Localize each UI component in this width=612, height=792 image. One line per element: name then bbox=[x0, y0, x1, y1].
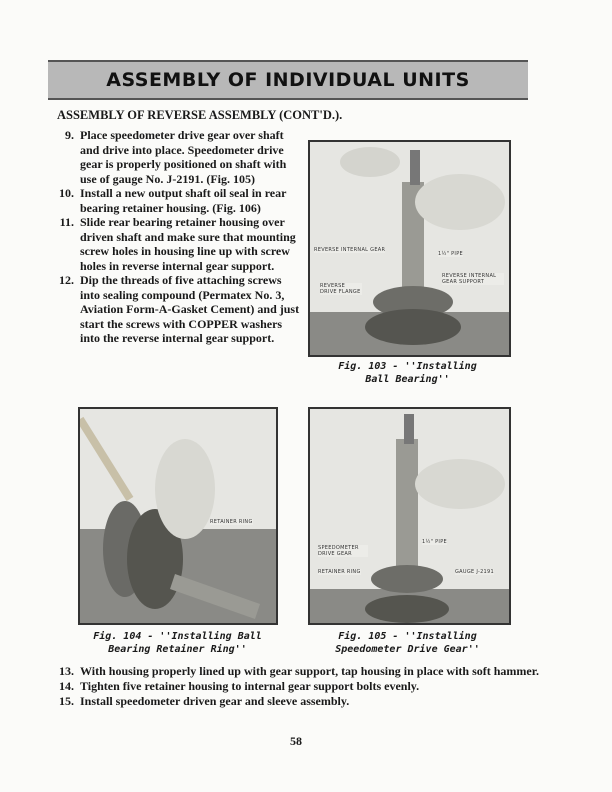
list-item bbox=[50, 679, 570, 694]
list-item bbox=[50, 664, 570, 679]
figure-105-caption bbox=[300, 630, 515, 656]
figure-103-caption bbox=[308, 360, 507, 386]
list-item bbox=[50, 273, 304, 346]
figure-104-caption bbox=[70, 630, 285, 656]
figure-103-photo bbox=[308, 140, 511, 357]
list-item bbox=[50, 128, 304, 186]
label-reverse-internal-gear: REVERSE INTERNAL GEAR bbox=[314, 247, 386, 253]
step-number: 14. bbox=[59, 679, 74, 693]
section-title-banner: ASSEMBLY OF INDIVIDUAL UNITS bbox=[48, 60, 528, 100]
step-text: Slide rear bearing retainer housing over driven shaft and make sure that mounting screw holes in housing line up with screw holes in reverse internal gear support. bbox=[80, 215, 296, 273]
instruction-list-continued bbox=[50, 664, 570, 709]
step-text: Install a new output shaft oil seal in rear bearing retainer housing. (Fig. 106) bbox=[80, 186, 287, 215]
page-number: 58 bbox=[290, 734, 302, 748]
step-text: Dip the threads of five attaching screws into sealing compound (Permatex No. 3, Aviation Form-A-Gasket Cement) and just start the screws with COPPER washers into the reverse internal gear support. bbox=[80, 273, 300, 345]
label-speedometer-drive-gear: SPEEDOMETER DRIVE GEAR bbox=[318, 545, 368, 557]
subsection-heading: ASSEMBLY OF REVERSE ASSEMBLY (CONT'D.). bbox=[57, 108, 343, 122]
instruction-list bbox=[50, 128, 304, 346]
label-pipe: 1½" PIPE bbox=[438, 251, 463, 257]
caption-line: Ball Bearing'' bbox=[365, 374, 450, 385]
step-number: 11. bbox=[59, 215, 74, 229]
step-text: Tighten five retainer housing to internal gear support bolts evenly. bbox=[80, 679, 420, 693]
caption-line: Fig. 103 - ''Installing bbox=[338, 361, 477, 372]
caption-line: Speedometer Drive Gear'' bbox=[335, 644, 480, 655]
label-gear-support: REVERSE INTERNAL GEAR SUPPORT bbox=[442, 273, 504, 285]
step-number: 9. bbox=[65, 128, 74, 142]
label-reverse-drive-flange: REVERSE DRIVE FLANGE bbox=[320, 283, 361, 295]
step-number: 10. bbox=[59, 186, 74, 200]
label-pipe: 1½" PIPE bbox=[422, 539, 447, 545]
figure-105-photo bbox=[308, 407, 511, 625]
caption-line: Fig. 105 - ''Installing bbox=[338, 631, 477, 642]
list-item bbox=[50, 215, 304, 273]
step-text: With housing properly lined up with gear support, tap housing in place with soft hammer. bbox=[80, 664, 539, 678]
step-number: 13. bbox=[59, 664, 74, 678]
list-item bbox=[50, 186, 304, 215]
step-text: Install speedometer driven gear and sleeve assembly. bbox=[80, 694, 350, 708]
step-number: 12. bbox=[59, 273, 74, 287]
list-item bbox=[50, 694, 570, 709]
caption-line: Fig. 104 - ''Installing Ball bbox=[93, 631, 262, 642]
caption-line: Bearing Retainer Ring'' bbox=[108, 644, 247, 655]
step-text: Place speedometer drive gear over shaft and drive into place. Speedometer drive gear is properly positioned on shaft with use of gauge No. J-2191. (Fig. 105) bbox=[80, 128, 287, 186]
figure-104-photo bbox=[78, 407, 278, 625]
label-retainer-ring: RETAINER RING bbox=[210, 519, 253, 525]
retainer-ring-illustration bbox=[80, 409, 276, 623]
label-retainer-ring: RETAINER RING bbox=[318, 569, 361, 575]
label-gauge: GAUGE J-2191 bbox=[455, 569, 495, 575]
speedometer-gear-illustration bbox=[310, 409, 509, 623]
step-number: 15. bbox=[59, 694, 74, 708]
